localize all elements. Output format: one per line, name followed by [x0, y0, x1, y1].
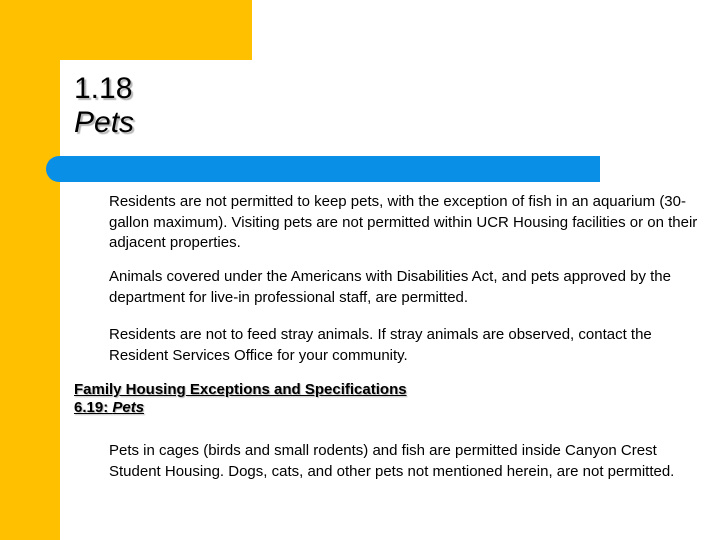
title-word: Pets: [74, 106, 135, 139]
section-number: 6.19:: [74, 399, 113, 416]
paragraph-stray-animals: Residents are not to feed stray animals. If stray animals are observed, contact the Resident Services Office for your community.: [109, 326, 652, 364]
slide-title: [74, 72, 134, 140]
section-heading: [74, 381, 407, 417]
paragraph-ada-exception: Animals covered under the Americans with Disabilities Act, and pets approved by the department for live-in professional staff, are permitted.: [109, 268, 671, 306]
paragraph-family-housing: Pets in cages (birds and small rodents) and fish are permitted inside Canyon Crest Student Housing. Dogs, cats, and other pets not mentioned herein, are not permitted.: [109, 442, 675, 480]
title-divider-bar: [46, 156, 600, 182]
title-number: 1.18: [74, 72, 133, 105]
top-accent-block: [0, 0, 252, 60]
left-accent-bar: [0, 0, 60, 540]
section-title: Pets: [112, 399, 145, 416]
section-heading-text: Family Housing Exceptions and Specifications: [74, 381, 407, 398]
section-subheading: [74, 399, 407, 417]
paragraph-pets-policy: Residents are not permitted to keep pets, with the exception of fish in an aquarium (30-gallon maximum). Visiting pets are not permitted within UCR Housing facilities or on their adjacent properties.: [109, 193, 698, 251]
